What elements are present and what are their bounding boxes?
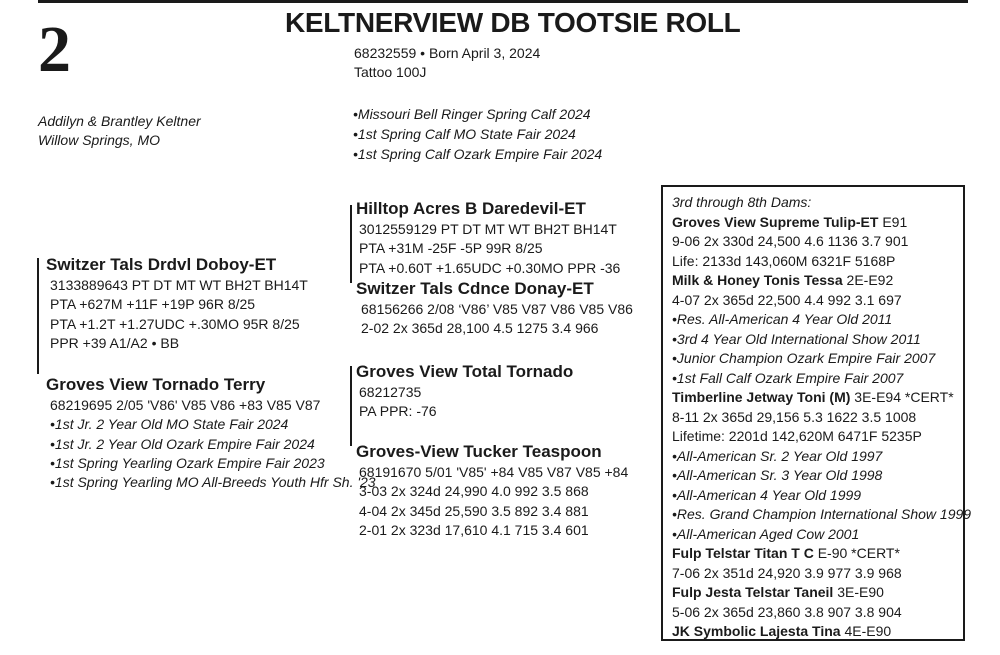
sire-line: PTA +1.2T +1.27UDC +.30MO 95R 8/25 [50,315,300,332]
ancestor-record-row [672,408,971,428]
ancestor-dam-score: E-90 *CERT* [813,545,900,561]
ancestor-dam-score: 4E-E90 [840,623,892,639]
dam-honor: •1st Jr. 2 Year Old Ozark Empire Fair 2024 [50,435,315,452]
dam-sire-block [356,361,573,422]
ancestor-dam-score: E91 [878,213,908,230]
ancestor-record-row [672,252,971,272]
ancestor-honor-row [672,525,971,545]
ancestor-dam-row [672,544,971,564]
ancestor-line-text: •All-American Sr. 3 Year Old 1998 [672,467,883,483]
sire-name: Switzer Tals Drdvl Doboy-ET [46,255,277,274]
ancestor-line-text: Life: 2133d 143,060M 6321F 5168P [672,252,896,269]
dam-sire-name: Groves View Total Tornado [356,362,574,381]
sire-block [46,254,308,353]
ancestor-honor-row [672,466,971,486]
honor-item: •1st Spring Calf MO State Fair 2024 [353,126,576,142]
ancestor-dam-row [672,583,971,603]
ancestor-line-text: 8-11 2x 365d 29,156 5.3 1622 3.5 1008 [672,408,917,425]
sire-line: 3133889643 PT DT MT WT BH2T BH14T [50,277,308,293]
ancestor-line-text: •Res. All-American 4 Year Old 2011 [672,311,893,327]
sire-sire-name: Hilltop Acres B Daredevil-ET [356,199,586,218]
dam-dam-line: 4-04 2x 345d 25,590 3.5 892 3.4 881 [359,502,589,519]
honor-item: •1st Spring Calf Ozark Empire Fair 2024 [353,146,603,162]
owner-block [38,112,201,150]
ancestor-dam-score: 3E-E94 *CERT* [850,389,954,405]
sire-line: PPR +39 A1/A2 • BB [50,334,180,351]
ancestor-dam-name: Timberline Jetway Toni (M) [672,389,851,405]
ancestor-dam-name: Fulp Jesta Telstar Taneil [672,584,834,600]
dam-honor: •1st Spring Yearling Ozark Empire Fair 2023 [50,454,325,471]
ancestor-dam-score: 3E-E90 [833,584,884,600]
ancestor-record-row [672,232,971,252]
sire-bracket [37,258,39,374]
honor-item: •Missouri Bell Ringer Spring Calf 2024 [353,106,591,122]
ancestor-dam-row [672,622,971,642]
ancestor-line-text: •Res. Grand Champion International Show 1999 [672,506,972,522]
ancestor-line-text: •All-American 4 Year Old 1999 [672,486,862,503]
sire-dam-name: Switzer Tals Cdnce Donay-ET [356,279,594,298]
ancestor-record-row [672,564,971,584]
ancestor-dam-name: JK Symbolic Lajesta Tina [672,623,841,639]
ancestor-honor-row [672,310,971,330]
ancestor-line-text: 9-06 2x 330d 24,500 4.6 1136 3.7 901 [672,233,909,249]
ancestor-dam-name: Milk & Honey Tonis Tessa [672,272,843,288]
sire-sire-line: 3012559129 PT DT MT WT BH2T BH14T [359,221,617,237]
dam-dam-line: 68191670 5/01 'V85' +84 V85 V87 V85 +84 [359,464,629,480]
ancestor-honor-row [672,369,971,389]
ancestor-line-text: 5-06 2x 365d 23,860 3.8 907 3.8 904 [672,603,902,620]
dam-block [46,374,376,492]
ancestor-dam-score: 2E-E92 [842,272,894,288]
animal-name-title: KELTNERVIEW DB TOOTSIE ROLL [285,7,741,38]
sire-dam-line: 68156266 2/08 ‘V86’ V85 V87 V86 V85 V86 [361,301,633,317]
dam-sire-line: 68212735 [359,384,422,400]
sire-sire-bracket [350,205,352,283]
ancestor-honor-row [672,505,971,525]
ancestor-line-text: 7-06 2x 351d 24,920 3.9 977 3.9 968 [672,564,902,581]
ancestor-line-text: Lifetime: 2201d 142,620M 6471F 5235P [672,428,922,444]
dam-dam-name: Groves-View Tucker Teaspoon [356,442,602,461]
ancestor-dam-name: Fulp Telstar Titan T C [672,545,814,561]
ancestor-line-text: 4-07 2x 365d 22,500 4.4 992 3.1 697 [672,291,902,308]
ancestor-record-row [672,427,971,447]
ancestor-line-text: •All-American Sr. 2 Year Old 1997 [672,447,883,464]
sire-line: PTA +627M +11F +19P 96R 8/25 [50,296,256,313]
ancestor-line-text: •All-American Aged Cow 2001 [672,525,860,542]
sire-dam-block [356,278,633,339]
sire-sire-line: PTA +31M -25F -5P 99R 8/25 [359,240,543,257]
ancestor-dam-row [672,213,971,233]
ancestor-line-text: •Junior Champion Ozark Empire Fair 2007 [672,350,936,366]
animal-info [354,44,540,82]
dam-honor: •1st Spring Yearling MO All-Breeds Youth Hfr Sh. '23 [50,474,376,491]
lot-number: 2 [38,13,71,86]
sire-dam-line: 2-02 2x 365d 28,100 4.5 1275 3.4 966 [361,320,599,337]
dam-dam-line: 3-03 2x 324d 24,990 4.0 992 3.5 868 [359,483,589,500]
dam-sire-line: PA PPR: -76 [359,403,437,420]
dams-box-lines [672,213,971,642]
ancestor-honor-row [672,447,971,467]
ancestor-dam-row [672,388,971,408]
tattoo: Tattoo 100J [354,64,427,80]
dam-name: Groves View Tornado Terry [46,375,266,394]
dams-box-heading: 3rd through 8th Dams: [672,194,812,210]
dam-dam-line: 2-01 2x 323d 17,610 4.1 715 3.4 601 [359,521,589,538]
ancestor-line-text: •1st Fall Calf Ozark Empire Fair 2007 [672,369,904,386]
registration-born: 68232559 • Born April 3, 2024 [354,45,541,61]
dam-honor: •1st Jr. 2 Year Old MO State Fair 2024 [50,416,289,433]
sire-sire-line: PTA +0.60T +1.65UDC +0.30MO PPR -36 [359,259,621,276]
dam-sire-bracket [350,366,352,446]
ancestor-honor-row [672,349,971,369]
ancestor-record-row [672,291,971,311]
ancestor-dam-name: Groves View Supreme Tulip-ET [672,213,879,230]
owner-location: Willow Springs, MO [38,132,161,148]
ancestor-dam-row [672,271,971,291]
ancestor-honor-row [672,486,971,506]
dam-line: 68219695 2/05 'V86' V85 V86 +83 V85 V87 [50,397,321,413]
sire-sire-block [356,198,620,278]
dams-box-content [672,193,971,642]
ancestor-record-row [672,603,971,623]
animal-honors [353,104,602,164]
ancestor-honor-row [672,330,971,350]
owner-name: Addilyn & Brantley Keltner [38,113,201,129]
ancestor-line-text: •3rd 4 Year Old International Show 2011 [672,330,921,347]
top-rule [38,0,968,3]
dam-dam-block [356,441,628,540]
